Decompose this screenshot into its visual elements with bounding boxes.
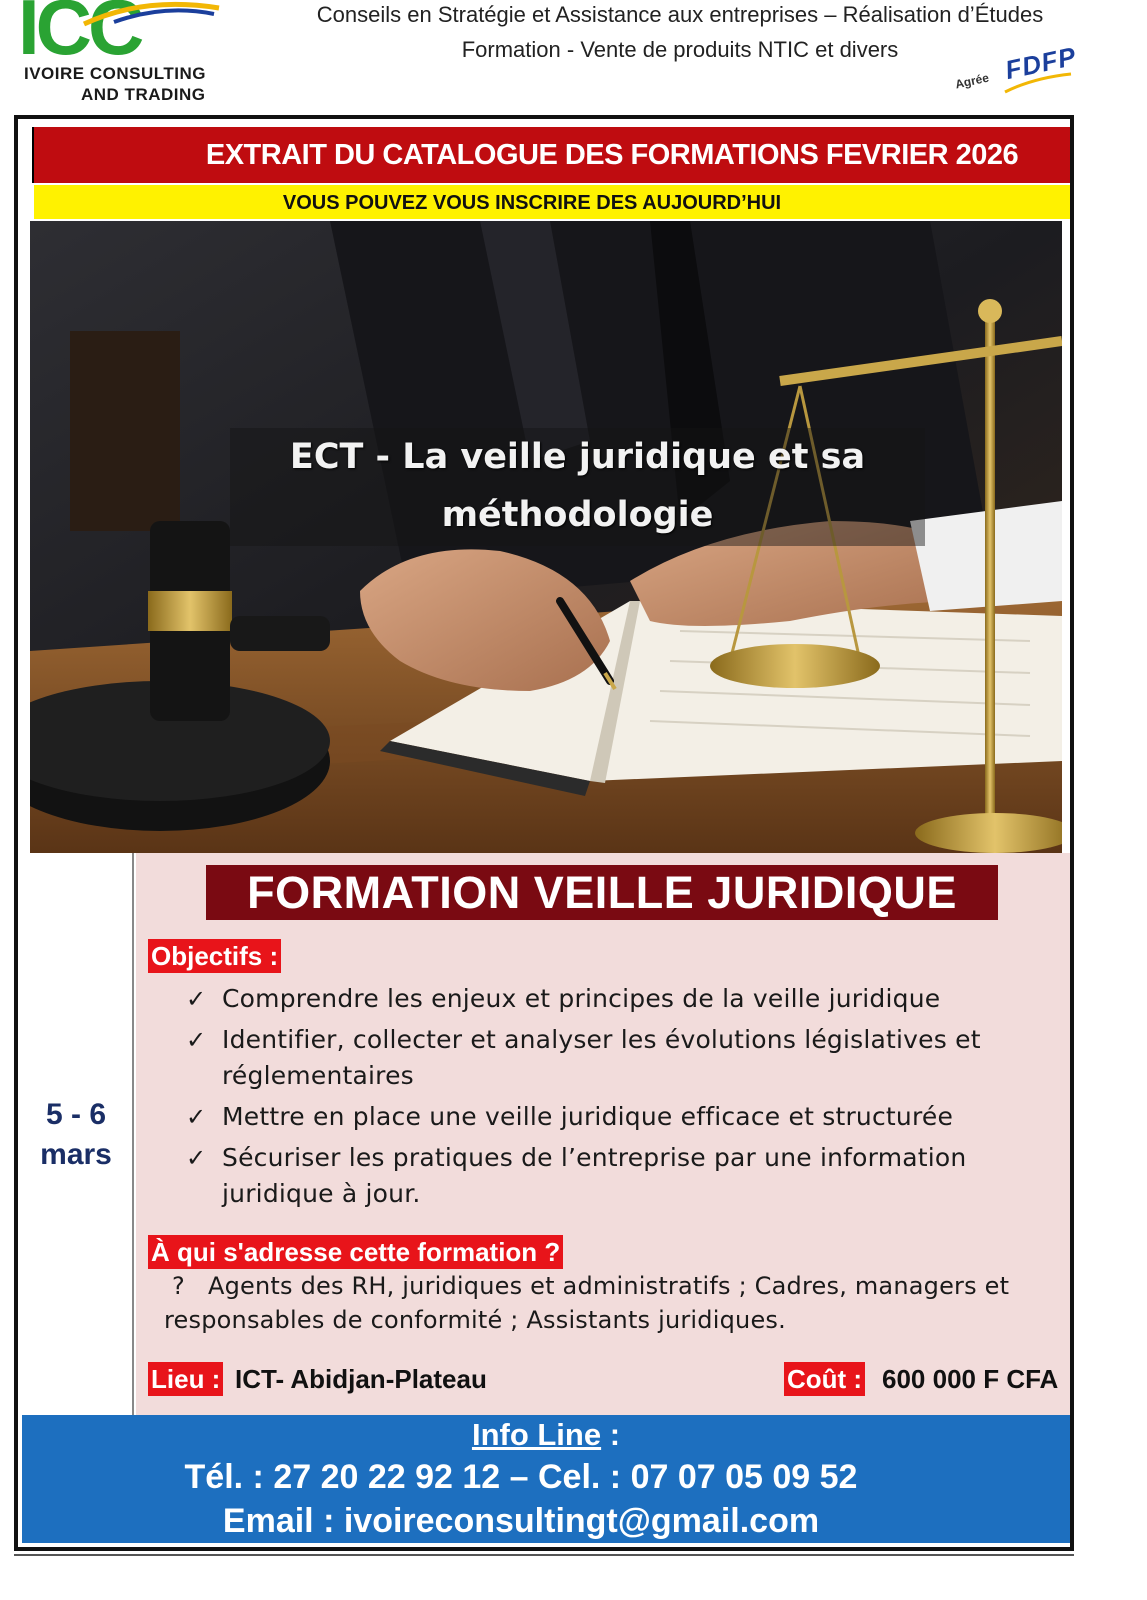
training-details <box>136 853 1070 1415</box>
objective-text: Sécuriser les pratiques de l’entreprise par une information juridique à jour. <box>222 1143 967 1208</box>
fdfp-approval-badge <box>953 40 1080 96</box>
training-title: FORMATION VEILLE JURIDIQUE <box>206 865 998 920</box>
hero-title-line2: méthodologie <box>441 495 714 535</box>
logo-text-line2: AND TRADING <box>81 85 206 104</box>
logo-swoosh-icon <box>74 0 224 30</box>
checkmark-icon: ✓ <box>186 1144 207 1172</box>
info-line-footer <box>22 1415 1070 1543</box>
objective-item <box>186 1022 1046 1094</box>
email-address: Email : ivoireconsultingt@gmail.com <box>222 1502 820 1540</box>
hero-photo <box>30 221 1062 853</box>
catalogue-banner: EXTRAIT DU CATALOGUE DES FORMATIONS FEVRIER 2026 <box>34 127 1070 183</box>
tagline-line2: Formation - Vente de produits NTIC et divers <box>461 37 899 62</box>
training-date-month: mars <box>40 1138 112 1171</box>
info-line-label: Info Line <box>471 1417 602 1452</box>
hero-title <box>230 428 925 546</box>
phone-numbers: Tél. : 27 20 22 92 12 – Cel. : 07 07 05 09 52 <box>184 1458 858 1496</box>
checkmark-icon: ✓ <box>186 985 207 1013</box>
company-logo <box>14 0 219 108</box>
logo-text-line1: IVOIRE CONSULTING <box>24 64 206 83</box>
objective-item <box>186 1099 1046 1135</box>
location-value: ICT- Abidjan-Plateau <box>235 1364 487 1394</box>
objective-item <box>186 1140 1046 1212</box>
info-line-colon: : <box>601 1417 621 1452</box>
objectives-list <box>186 981 1046 1217</box>
audience-bullet: ? <box>172 1272 185 1300</box>
agree-label: Agrée <box>953 70 991 92</box>
audience-label: À qui s'adresse cette formation ? <box>148 1235 563 1269</box>
objective-item <box>186 981 1046 1017</box>
register-banner: VOUS POUVEZ VOUS INSCRIRE DES AUJOURD’HUI <box>34 185 1070 219</box>
tagline-line1: Conseils en Stratégie et Assistance aux entreprises – Réalisation d’Études <box>316 2 1044 27</box>
location-label: Lieu : <box>148 1362 223 1396</box>
checkmark-icon: ✓ <box>186 1026 207 1054</box>
date-column <box>20 853 134 1415</box>
info-line-title <box>22 1415 1070 1455</box>
training-date-days: 5 - 6 <box>45 1098 107 1131</box>
hero-title-line1: ECT - La veille juridique et sa <box>289 437 866 477</box>
fdfp-logo: FDFP <box>1002 40 1080 86</box>
objective-text: Mettre en place une veille juridique efficace et structurée <box>222 1102 954 1131</box>
checkmark-icon: ✓ <box>186 1103 207 1131</box>
training-date <box>20 1095 132 1175</box>
audience-description <box>164 1269 1044 1337</box>
cost-value: 600 000 F CFA <box>882 1364 1059 1394</box>
audience-text: Agents des RH, juridiques et administratifs ; Cadres, managers et responsables de conformité ; Assistants juridiques. <box>164 1272 1010 1334</box>
objective-text: Comprendre les enjeux et principes de la veille juridique <box>222 984 941 1013</box>
objective-text: Identifier, collecter et analyser les évolutions législatives et réglementaires <box>222 1025 981 1090</box>
bottom-divider <box>14 1554 1074 1556</box>
objectives-label: Objectifs : <box>148 939 281 973</box>
fdfp-swoosh-icon <box>1003 72 1073 94</box>
cost-label: Coût : <box>784 1362 865 1396</box>
logo-mark: ICC <box>18 0 141 62</box>
